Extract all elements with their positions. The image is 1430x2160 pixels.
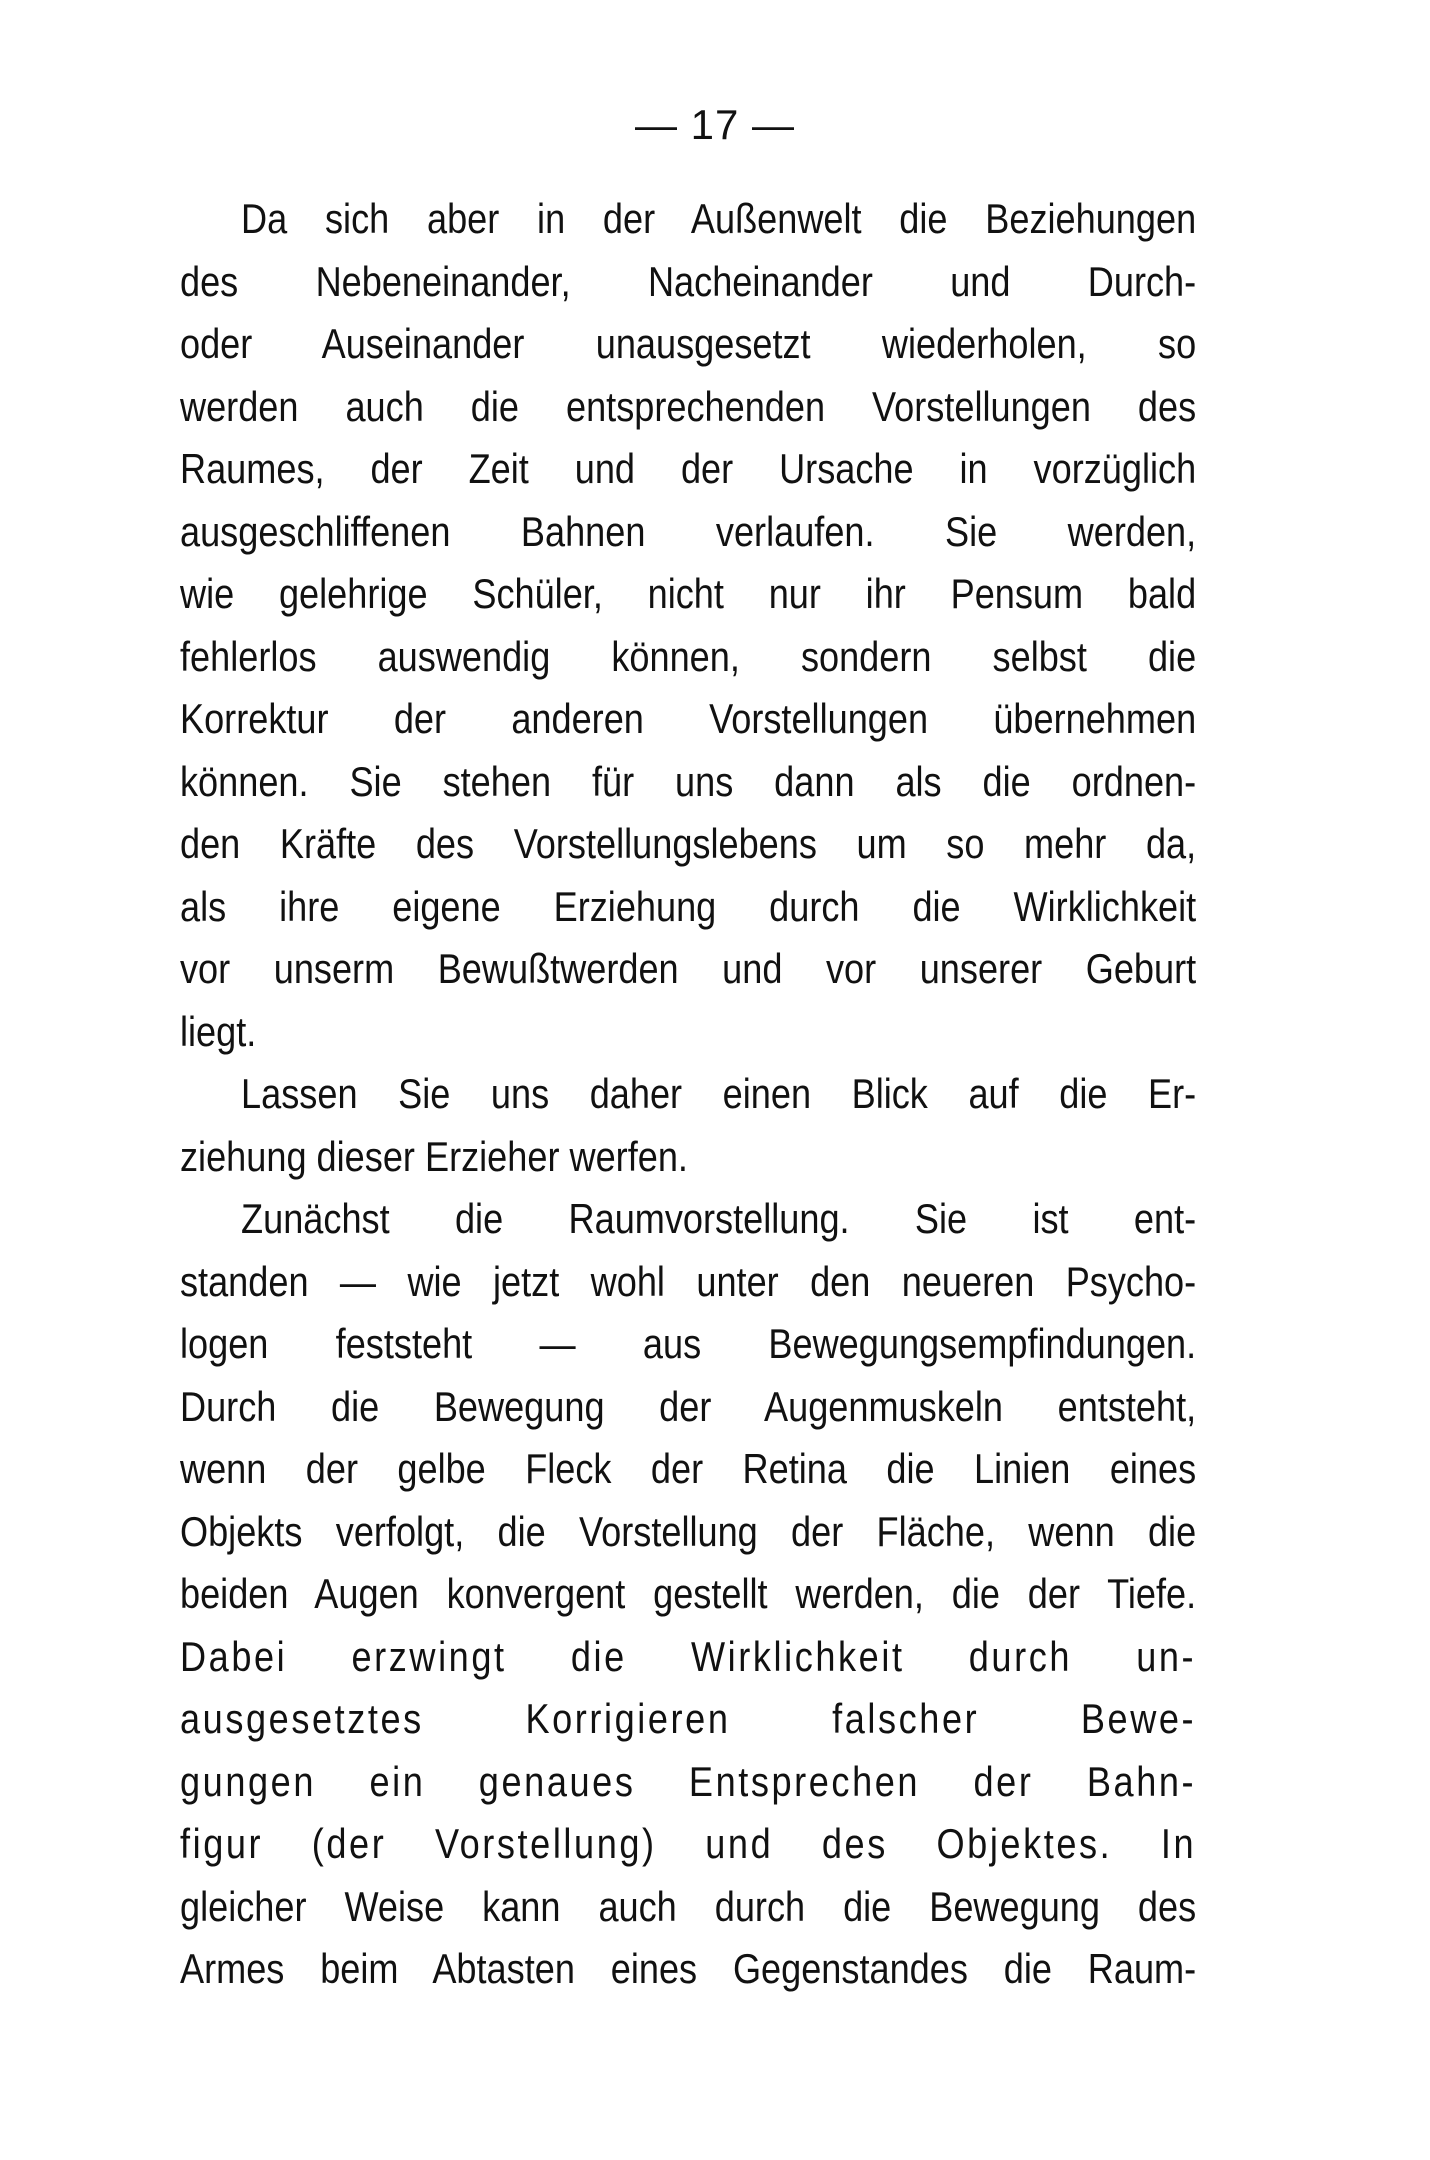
text-line: Korrektur der anderen Vorstellungen übernehmen [180, 695, 1197, 742]
text-line: figur (der Vorstellung) und des Objektes. In [180, 1820, 1197, 1867]
text-line: wie gelehrige Schüler, nicht nur ihr Pensum bald [180, 570, 1197, 617]
text-line: des Nebeneinander, Nacheinander und Durch- [180, 257, 1197, 305]
page-number: — 17 — [634, 101, 796, 148]
text-line: Durch die Bewegung der Augenmuskeln entsteht, [180, 1382, 1197, 1430]
text-line: Objekts verfolgt, die Vorstellung der Fläche, wenn die [180, 1507, 1197, 1555]
text-line: Raumes, der Zeit und der Ursache in vorzüglich [180, 445, 1197, 492]
text-line: den Kräfte des Vorstellungslebens um so mehr da, [180, 820, 1197, 867]
text-line: Da sich aber in der Außenwelt die Beziehungen [241, 195, 1197, 242]
text-line: standen — wie jetzt wohl unter den neueren Psycho- [180, 1257, 1197, 1305]
text-line: fehlerlos auswendig können, sondern selbst die [180, 632, 1197, 680]
text-line: Lassen Sie uns daher einen Blick auf die Er- [241, 1070, 1197, 1117]
text-line: beiden Augen konvergent gestellt werden, die der Tiefe. [180, 1570, 1197, 1617]
text-line: können. Sie stehen für uns dann als die ordnen- [180, 757, 1197, 805]
text-line: wenn der gelbe Fleck der Retina die Linien eines [180, 1445, 1197, 1492]
text-line: ausgeschliffenen Bahnen verlaufen. Sie werden, [180, 507, 1197, 555]
text-line: gleicher Weise kann auch durch die Bewegung des [180, 1882, 1197, 1930]
text-line: gungen ein genaues Entsprechen der Bahn- [180, 1757, 1197, 1805]
text-line: vor unserm Bewußtwerden und vor unserer Geburt [180, 945, 1197, 992]
text-line: ausgesetztes Korrigieren falscher Bewe- [180, 1695, 1197, 1742]
body-text [180, 188, 1196, 2001]
text-line: Armes beim Abtasten eines Gegenstandes die Raum- [180, 1945, 1197, 1992]
text-line: Dabei erzwingt die Wirklichkeit durch un- [180, 1632, 1197, 1680]
text-line: Zunächst die Raumvorstellung. Sie ist ent- [241, 1195, 1197, 1242]
text-line: logen feststeht — aus Bewegungsempfindungen. [180, 1320, 1197, 1367]
text-line: oder Auseinander unausgesetzt wiederholen, so [180, 320, 1197, 367]
text-line: werden auch die entsprechenden Vorstellungen des [180, 382, 1197, 430]
text-line: liegt. [180, 1007, 257, 1055]
text-line: ziehung dieser Erzieher werfen. [180, 1132, 688, 1180]
text-line: als ihre eigene Erziehung durch die Wirklichkeit [180, 882, 1197, 930]
